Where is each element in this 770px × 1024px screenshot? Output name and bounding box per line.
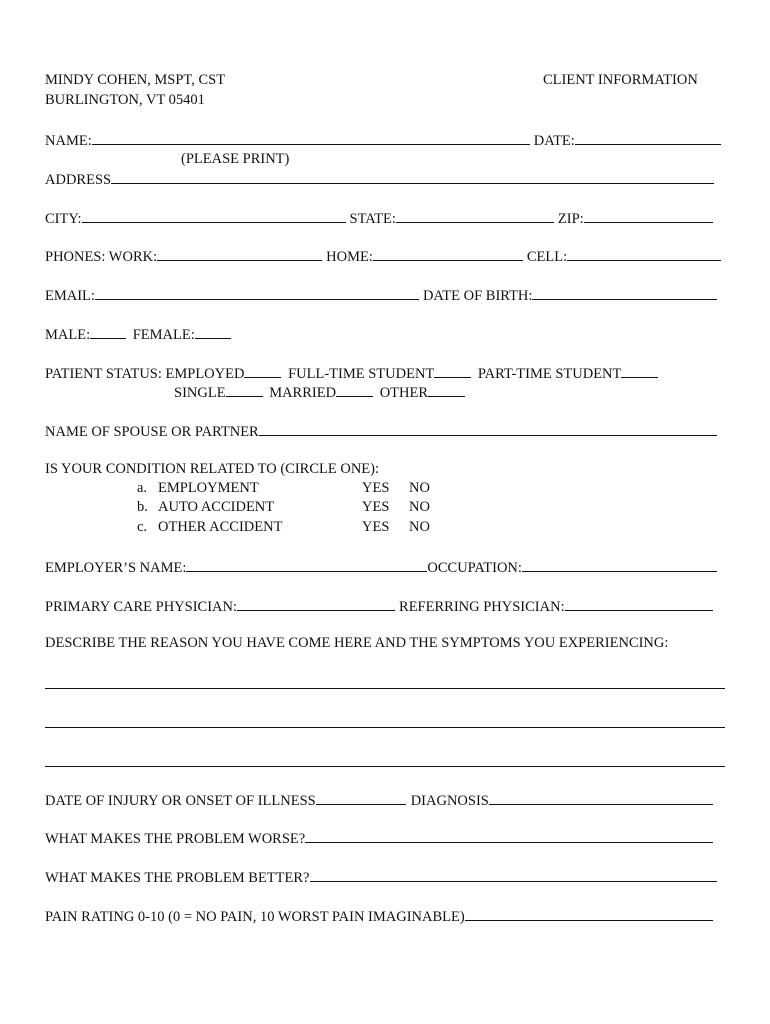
better-label: WHAT MAKES THE PROBLEM BETTER? bbox=[45, 870, 310, 886]
city-field[interactable] bbox=[82, 208, 346, 223]
phones-row bbox=[45, 246, 725, 266]
condition-yes[interactable]: YES bbox=[362, 499, 390, 515]
onset-label: DATE OF INJURY OR ONSET OF ILLNESS bbox=[45, 793, 316, 809]
spouse-row bbox=[45, 421, 721, 441]
employer-field[interactable] bbox=[186, 557, 427, 572]
state-field[interactable] bbox=[396, 208, 554, 223]
marital-status-row bbox=[174, 382, 465, 402]
female-label: FEMALE: bbox=[132, 327, 195, 343]
cell-phone-field[interactable] bbox=[567, 246, 721, 261]
email-dob-row bbox=[45, 285, 721, 305]
name-date-row bbox=[45, 130, 725, 150]
condition-letter: c. bbox=[137, 519, 148, 535]
married-field[interactable] bbox=[336, 382, 373, 397]
please-print-note: (PLEASE PRINT) bbox=[181, 151, 290, 167]
city-state-zip-row bbox=[45, 208, 717, 228]
female-field[interactable] bbox=[195, 324, 231, 339]
referring-field[interactable] bbox=[565, 596, 713, 611]
other-field[interactable] bbox=[428, 382, 465, 397]
referring-label: REFERRING PHYSICIAN: bbox=[399, 599, 565, 615]
employer-label: EMPLOYER’S NAME: bbox=[45, 560, 187, 576]
occupation-label: OCCUPATION: bbox=[427, 560, 522, 576]
status-employed-label: PATIENT STATUS: EMPLOYED bbox=[45, 366, 245, 382]
married-label: MARRIED bbox=[269, 385, 337, 401]
worse-row bbox=[45, 828, 717, 848]
pcp-field[interactable] bbox=[237, 596, 395, 611]
dob-label: DATE OF BIRTH: bbox=[422, 288, 533, 304]
condition-no[interactable]: NO bbox=[409, 480, 430, 496]
provider-location: BURLINGTON, VT 05401 bbox=[45, 92, 205, 108]
single-label: SINGLE bbox=[174, 385, 226, 401]
work-phone-field[interactable] bbox=[157, 246, 322, 261]
better-field[interactable] bbox=[310, 867, 718, 882]
pain-rating-field[interactable] bbox=[465, 906, 713, 921]
date-field[interactable] bbox=[575, 130, 721, 145]
physician-row bbox=[45, 596, 717, 616]
worse-field[interactable] bbox=[305, 828, 713, 843]
parttime-field[interactable] bbox=[621, 363, 658, 378]
condition-letter: a. bbox=[137, 480, 148, 496]
onset-field[interactable] bbox=[316, 790, 406, 805]
form-title: CLIENT INFORMATION bbox=[543, 72, 698, 88]
gender-row bbox=[45, 324, 231, 344]
parttime-label: PART-TIME STUDENT bbox=[477, 366, 622, 382]
single-field[interactable] bbox=[226, 382, 263, 397]
address-label: ADDRESS bbox=[45, 172, 112, 188]
dob-field[interactable] bbox=[532, 285, 717, 300]
describe-line-1[interactable] bbox=[45, 688, 725, 689]
describe-line-2[interactable] bbox=[45, 727, 725, 728]
occupation-field[interactable] bbox=[522, 557, 717, 572]
pcp-label: PRIMARY CARE PHYSICIAN: bbox=[45, 599, 238, 615]
address-row bbox=[45, 169, 718, 189]
condition-option-auto-accident: AUTO ACCIDENT bbox=[158, 499, 275, 515]
condition-no[interactable]: NO bbox=[409, 499, 430, 515]
condition-letter: b. bbox=[137, 499, 148, 515]
diagnosis-field[interactable] bbox=[489, 790, 713, 805]
condition-no[interactable]: NO bbox=[409, 519, 430, 535]
male-field[interactable] bbox=[90, 324, 126, 339]
cell-label: CELL: bbox=[526, 249, 568, 265]
condition-option-employment: EMPLOYMENT bbox=[158, 480, 259, 496]
patient-status-row bbox=[45, 363, 658, 383]
name-field[interactable] bbox=[92, 130, 530, 145]
fulltime-field[interactable] bbox=[434, 363, 471, 378]
employer-row bbox=[45, 557, 721, 577]
spouse-field[interactable] bbox=[259, 421, 717, 436]
email-label: EMAIL: bbox=[45, 288, 95, 304]
state-label: STATE: bbox=[349, 211, 396, 227]
home-phone-field[interactable] bbox=[373, 246, 523, 261]
condition-yes[interactable]: YES bbox=[362, 480, 390, 496]
name-label: NAME: bbox=[45, 133, 92, 149]
pain-rating-row bbox=[45, 906, 717, 926]
zip-field[interactable] bbox=[584, 208, 713, 223]
condition-question: IS YOUR CONDITION RELATED TO (CIRCLE ONE): bbox=[45, 461, 380, 477]
phones-work-label: PHONES: WORK: bbox=[45, 249, 158, 265]
diagnosis-label: DIAGNOSIS bbox=[410, 793, 489, 809]
better-row bbox=[45, 867, 721, 887]
onset-diagnosis-row bbox=[45, 790, 717, 810]
condition-option-other-accident: OTHER ACCIDENT bbox=[158, 519, 283, 535]
city-label: CITY: bbox=[45, 211, 82, 227]
describe-line-3[interactable] bbox=[45, 766, 725, 767]
date-label: DATE: bbox=[533, 133, 575, 149]
zip-label: ZIP: bbox=[557, 211, 584, 227]
condition-yes[interactable]: YES bbox=[362, 519, 390, 535]
provider-name: MINDY COHEN, MSPT, CST bbox=[45, 72, 226, 88]
home-label: HOME: bbox=[326, 249, 373, 265]
male-label: MALE: bbox=[45, 327, 91, 343]
address-field[interactable] bbox=[111, 169, 714, 184]
employed-field[interactable] bbox=[244, 363, 281, 378]
fulltime-label: FULL-TIME STUDENT bbox=[288, 366, 435, 382]
worse-label: WHAT MAKES THE PROBLEM WORSE? bbox=[45, 831, 306, 847]
spouse-label: NAME OF SPOUSE OR PARTNER bbox=[45, 424, 259, 440]
email-field[interactable] bbox=[95, 285, 419, 300]
other-label: OTHER bbox=[379, 385, 429, 401]
pain-rating-label: PAIN RATING 0-10 (0 = NO PAIN, 10 WORST PAIN IMAGINABLE) bbox=[45, 909, 465, 925]
describe-prompt: DESCRIBE THE REASON YOU HAVE COME HERE AND THE SYMPTOMS YOU EXPERIENCING: bbox=[45, 635, 669, 651]
